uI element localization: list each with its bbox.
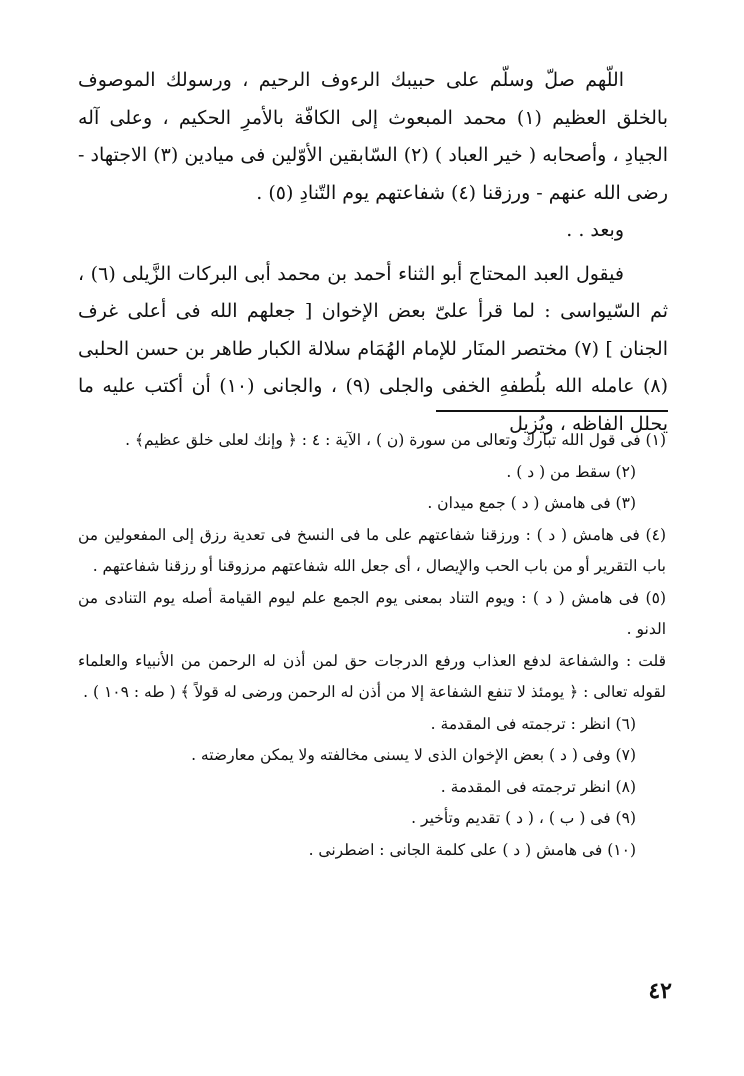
page-number: ٤٢ — [648, 978, 672, 1004]
footnote: (٨) انظر ترجمته فى المقدمة . — [440, 777, 636, 796]
footnote: (٧) وفى ( د ) بعض الإخوان الذى لا يسنى مخالفته ولا يمكن معارضته . — [191, 746, 636, 764]
footnote: (٣) فى هامش ( د ) جمع ميدان . — [427, 494, 636, 512]
opening-paragraph: اللّهم صلّ وسلّم على حبيبك الرءوف الرحيم ، ورسولك الموصوف بالخلق العظيم (١) محمد المبعوث إلى الكافّة بالأمرِ الحكيم ، وعلى آله الجيادِ ، وأصحابه ( خير العباد ) (٢) السّابقين الأوّلين فى ميادين (٣) الاجتهاد - رضى الله عنهم - ورزقنا (٤) شفاعتهم يوم التّنادِ (٥) . — [78, 69, 668, 204]
footnote: (٤) فى هامش ( د ) : ورزقنا شفاعتهم على ما فى النسخ فى تعدية رزق إلى المفعولين من باب التقرير أو من باب الحب والإيصال ، أى جعل الله شفاعتهم مرزوقنا أو رزقنا شفاعتهم . — [78, 525, 666, 575]
footnote: (٩) فى ( ب ) ، ( د ) تقديم وتأخير . — [411, 809, 636, 827]
main-text-block — [78, 62, 668, 443]
transition-line: وبعد . . — [566, 219, 624, 241]
footnote: (١٠) فى هامش ( د ) على كلمة الجانى : اضطرنى . — [308, 840, 636, 859]
footnote: (١) فى قول الله تبارك وتعالى من سورة (ن ) ، الآية : ٤ : ﴿ وإنك لعلى خلق عظيم﴾ . — [125, 431, 666, 449]
footnote: (٥) فى هامش ( د ) : ويوم التناد بمعنى يوم الجمع علم ليوم القيامة أصله يوم التنادى من الدنو . — [78, 588, 666, 638]
footnote-separator — [436, 410, 668, 412]
footnotes-block — [78, 425, 666, 866]
footnote: (٢) سقط من ( د ) . — [506, 462, 636, 481]
footnote: قلت : والشفاعة لدفع العذاب ورفع الدرجات حق لمن أذن له الرحمن من الأنبياء والعلماء لقوله تعالى : ﴿ يومئذ لا تنفع الشفاعة إلا من أذن له الرحمن ورضى له قولاً ﴾ ( طه : ١٠٩ ) . — [78, 651, 666, 701]
footnote: (٦) انظر : ترجمته فى المقدمة . — [430, 714, 636, 733]
body-paragraph: فيقول العبد المحتاج أبو الثناء أحمد بن محمد أبى البركات الزَّيلى (٦) ، ثم السّيواسى : لما قرأ علىّ بعض الإخوان [ جعلهم الله فى أعلى غرف الجنان ] (٧) مختصر المنَار للإمام الهُمَام سلالة الكبار طاهر بن حسن الحلبى (٨) عامله الله بلُطفهِ الخفى والجلى (٩) ، والجانى (١٠) أن أكتب عليه ما يحلل الفاظه ، ويُزيل — [78, 262, 668, 435]
